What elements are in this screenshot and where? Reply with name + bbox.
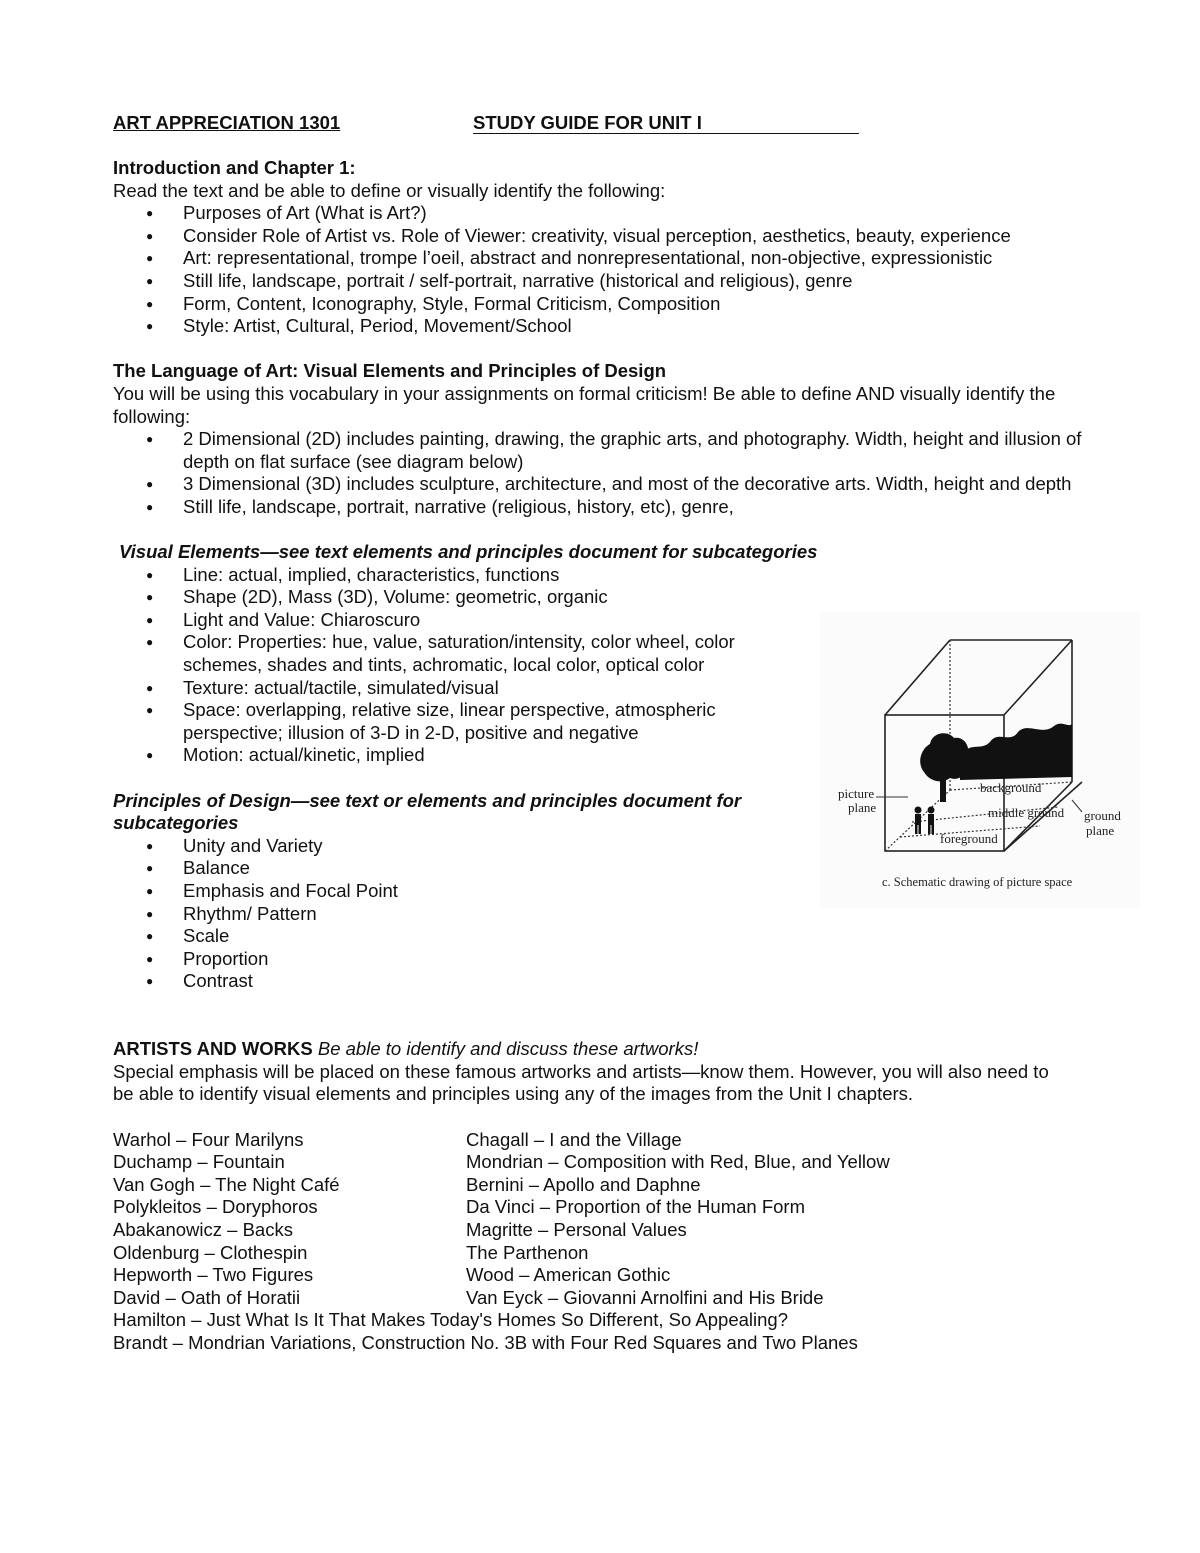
table-row bbox=[113, 1219, 1113, 1242]
title-line bbox=[113, 112, 1113, 136]
label-middle-ground: middle ground bbox=[988, 805, 1065, 820]
artists-heading-note: Be able to identify and discuss these artworks! bbox=[317, 1038, 699, 1060]
table-row bbox=[113, 1287, 1113, 1310]
artwork-left: Warhol – Four Marilyns bbox=[113, 1128, 304, 1150]
visual-elements-heading: Visual Elements—see text elements and principles document for subcategories bbox=[119, 541, 818, 563]
picture-space-figure bbox=[820, 612, 1140, 908]
label-ground-plane-1: ground bbox=[1084, 808, 1121, 823]
artwork-left: Van Gogh – The Night Café bbox=[113, 1173, 340, 1195]
artwork-left: Hepworth – Two Figures bbox=[113, 1264, 314, 1286]
course-title: ART APPRECIATION 1301 bbox=[113, 112, 341, 133]
list-item: ● Unity and Variety bbox=[113, 835, 1113, 858]
list-item: ● Shape (2D), Mass (3D), Volume: geometric, organic bbox=[113, 586, 773, 609]
artwork-left: Duchamp – Fountain bbox=[113, 1151, 285, 1173]
artwork-left: Oldenburg – Clothespin bbox=[113, 1241, 308, 1263]
visual-elements-list bbox=[113, 564, 773, 767]
list-item: ● Contrast bbox=[113, 970, 1113, 993]
intro-list bbox=[113, 202, 1113, 338]
artwork-right: Chagall – I and the Village bbox=[466, 1128, 682, 1150]
artwork-right: Wood – American Gothic bbox=[466, 1264, 671, 1286]
table-row bbox=[113, 1151, 1113, 1174]
table-row: Brandt – Mondrian Variations, Construction No. 3B with Four Red Squares and Two Planes bbox=[113, 1331, 858, 1353]
list-item: ● Art: representational, trompe l’oeil, abstract and nonrepresentational, non-objective, expressionistic bbox=[113, 247, 1113, 270]
list-item: ● Light and Value: Chiaroscuro bbox=[113, 609, 773, 632]
list-item: ● Color: Properties: hue, value, saturation/intensity, color wheel, color schemes, shades and tints, achromatic, local color, optical color bbox=[113, 631, 773, 676]
label-background: background bbox=[980, 780, 1042, 795]
list-item: ● Emphasis and Focal Point bbox=[113, 880, 1113, 903]
list-item: ● Texture: actual/tactile, simulated/visual bbox=[113, 677, 773, 700]
artwork-right: Magritte – Personal Values bbox=[466, 1218, 687, 1240]
list-item: ● Space: overlapping, relative size, linear perspective, atmospheric perspective; illusion of 3-D in 2-D, positive and negative bbox=[113, 699, 773, 744]
artists-heading: ARTISTS AND WORKS bbox=[113, 1038, 313, 1060]
language-heading: The Language of Art: Visual Elements and Principles of Design bbox=[113, 360, 667, 382]
guide-title: STUDY GUIDE FOR UNIT I bbox=[473, 112, 859, 134]
label-foreground: foreground bbox=[940, 831, 998, 846]
artwork-right: Bernini – Apollo and Daphne bbox=[466, 1173, 701, 1195]
artwork-right: Da Vinci – Proportion of the Human Form bbox=[466, 1196, 805, 1218]
artwork-left: David – Oath of Horatii bbox=[113, 1286, 301, 1308]
list-item: ● Style: Artist, Cultural, Period, Movement/School bbox=[113, 315, 1113, 338]
intro-lead: Read the text and be able to define or visually identify the following: bbox=[113, 179, 666, 201]
intro-heading: Introduction and Chapter 1: bbox=[113, 157, 356, 178]
artwork-right: Mondrian – Composition with Red, Blue, and Yellow bbox=[466, 1151, 890, 1173]
artwork-right: The Parthenon bbox=[466, 1241, 589, 1263]
table-row: Hamilton – Just What Is It That Makes Today's Homes So Different, So Appealing? bbox=[113, 1309, 789, 1331]
label-picture-plane-2: plane bbox=[848, 800, 877, 815]
list-item: ● Line: actual, implied, characteristics, functions bbox=[113, 564, 773, 587]
list-item: ● Still life, landscape, portrait, narrative (religious, history, etc), genre, bbox=[113, 496, 1088, 519]
principles-heading: Principles of Design—see text or elements and principles document for subcategories bbox=[113, 789, 742, 834]
artwork-left: Abakanowicz – Backs bbox=[113, 1218, 293, 1240]
artists-heading-line bbox=[113, 1038, 1113, 1061]
label-ground-plane-2: plane bbox=[1086, 823, 1115, 838]
list-item: ● Rhythm/ Pattern bbox=[113, 903, 1113, 926]
list-item: ● Scale bbox=[113, 925, 1113, 948]
list-item: ● Proportion bbox=[113, 948, 1113, 971]
picture-space-diagram bbox=[820, 612, 1140, 908]
artists-list bbox=[113, 1129, 1113, 1355]
list-item: ● Motion: actual/kinetic, implied bbox=[113, 744, 773, 767]
list-item: ● Form, Content, Iconography, Style, Formal Criticism, Composition bbox=[113, 293, 1113, 316]
artwork-right: Van Eyck – Giovanni Arnolfini and His Bride bbox=[466, 1286, 824, 1308]
language-list bbox=[113, 428, 1088, 518]
table-row bbox=[113, 1129, 1113, 1152]
list-item: ● 2 Dimensional (2D) includes painting, drawing, the graphic arts, and photography. Width, height and illusion of depth on flat surface (see diagram below) bbox=[113, 428, 1088, 473]
artists-lead: Special emphasis will be placed on these famous artworks and artists—know them. However, you will also need to be able to identify visual elements and principles using any of the images from the Unit I chapters. bbox=[113, 1060, 1049, 1105]
label-picture-plane-1: picture bbox=[838, 786, 875, 801]
table-row bbox=[113, 1242, 1113, 1265]
list-item: ● Still life, landscape, portrait / self-portrait, narrative (historical and religious), genre bbox=[113, 270, 1113, 293]
language-lead: You will be using this vocabulary in your assignments on formal criticism! Be able to define AND visually identify the following: bbox=[113, 382, 1056, 427]
list-item: ● Balance bbox=[113, 857, 1113, 880]
table-row bbox=[113, 1196, 1113, 1219]
list-item: ● Purposes of Art (What is Art?) bbox=[113, 202, 1113, 225]
table-row bbox=[113, 1264, 1113, 1287]
artwork-left: Polykleitos – Doryphoros bbox=[113, 1196, 318, 1218]
list-item: ● 3 Dimensional (3D) includes sculpture, architecture, and most of the decorative arts. Width, height and depth bbox=[113, 473, 1088, 496]
list-item: ● Consider Role of Artist vs. Role of Viewer: creativity, visual perception, aesthetics, beauty, experience bbox=[113, 225, 1113, 248]
figure-caption: c. Schematic drawing of picture space bbox=[882, 875, 1073, 889]
table-row bbox=[113, 1174, 1113, 1197]
